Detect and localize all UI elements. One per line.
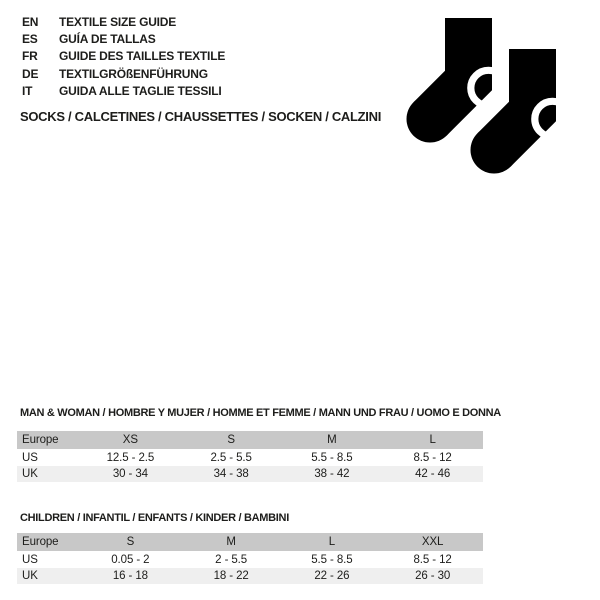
table-row-uk (17, 466, 483, 482)
size-value: 8.5 - 12 (413, 554, 452, 566)
table-header-row (17, 431, 483, 450)
column-header-size: L (282, 533, 383, 552)
language-code: DE (22, 66, 39, 81)
table-row-us (17, 450, 483, 467)
size-value: 42 - 46 (382, 466, 483, 482)
size-value: 0.05 - 2 (111, 554, 150, 566)
column-header-size: S (181, 431, 282, 450)
size-value: 5.5 - 8.5 (311, 554, 353, 566)
column-header-size: XS (80, 431, 181, 450)
size-value: 5.5 - 8.5 (311, 452, 353, 464)
table-header-row (17, 533, 483, 552)
language-list (22, 13, 225, 100)
column-header-size: L (382, 431, 483, 450)
column-header-size: M (181, 533, 282, 552)
size-value: 34 - 38 (181, 466, 282, 482)
size-value: 26 - 30 (382, 568, 483, 584)
language-code: IT (22, 84, 33, 99)
size-value: 38 - 42 (282, 466, 383, 482)
language-row-de (22, 65, 225, 82)
language-code: FR (22, 49, 38, 64)
size-value: 16 - 18 (80, 568, 181, 584)
row-label: UK (17, 568, 80, 584)
table-row-us (17, 552, 483, 569)
row-label: UK (17, 466, 80, 482)
column-header-size: XXL (382, 533, 483, 552)
language-label: GUIDE DES TAILLES TEXTILE (59, 49, 226, 64)
socks-icon (395, 10, 595, 210)
language-label: TEXTILE SIZE GUIDE (59, 14, 177, 29)
size-value: 30 - 34 (80, 466, 181, 482)
children-table-title: CHILDREN / INFANTIL / ENFANTS / KINDER / BAMBINI (20, 512, 289, 524)
language-row-es (22, 30, 225, 47)
language-label: TEXTILGRÖßENFÜHRUNG (59, 66, 208, 81)
column-header-size: S (80, 533, 181, 552)
size-value: 2.5 - 5.5 (210, 452, 252, 464)
column-header-europe: Europe (17, 431, 80, 450)
language-label: GUIDA ALLE TAGLIE TESSILI (59, 84, 222, 99)
children-size-table (17, 533, 483, 584)
language-label: GUÍA DE TALLAS (59, 32, 156, 47)
table-row-uk (17, 568, 483, 584)
size-value: 22 - 26 (282, 568, 383, 584)
language-row-en (22, 13, 225, 30)
size-value: 12.5 - 2.5 (106, 452, 155, 464)
language-code: EN (22, 14, 39, 29)
size-value: 8.5 - 12 (413, 452, 452, 464)
column-header-size: M (282, 431, 383, 450)
language-code: ES (22, 32, 38, 47)
size-value: 2 - 5.5 (215, 554, 248, 566)
size-value: 18 - 22 (181, 568, 282, 584)
column-header-europe: Europe (17, 533, 80, 552)
man-woman-size-table (17, 431, 483, 482)
language-row-fr (22, 48, 225, 65)
row-label: US (22, 554, 38, 566)
man-woman-table-title: MAN & WOMAN / HOMBRE Y MUJER / HOMME ET FEMME / MANN UND FRAU / UOMO E DONNA (20, 407, 501, 419)
language-row-it (22, 83, 225, 100)
row-label: US (22, 452, 38, 464)
category-title: SOCKS / CALCETINES / CHAUSSETTES / SOCKEN / CALZINI (20, 109, 382, 124)
